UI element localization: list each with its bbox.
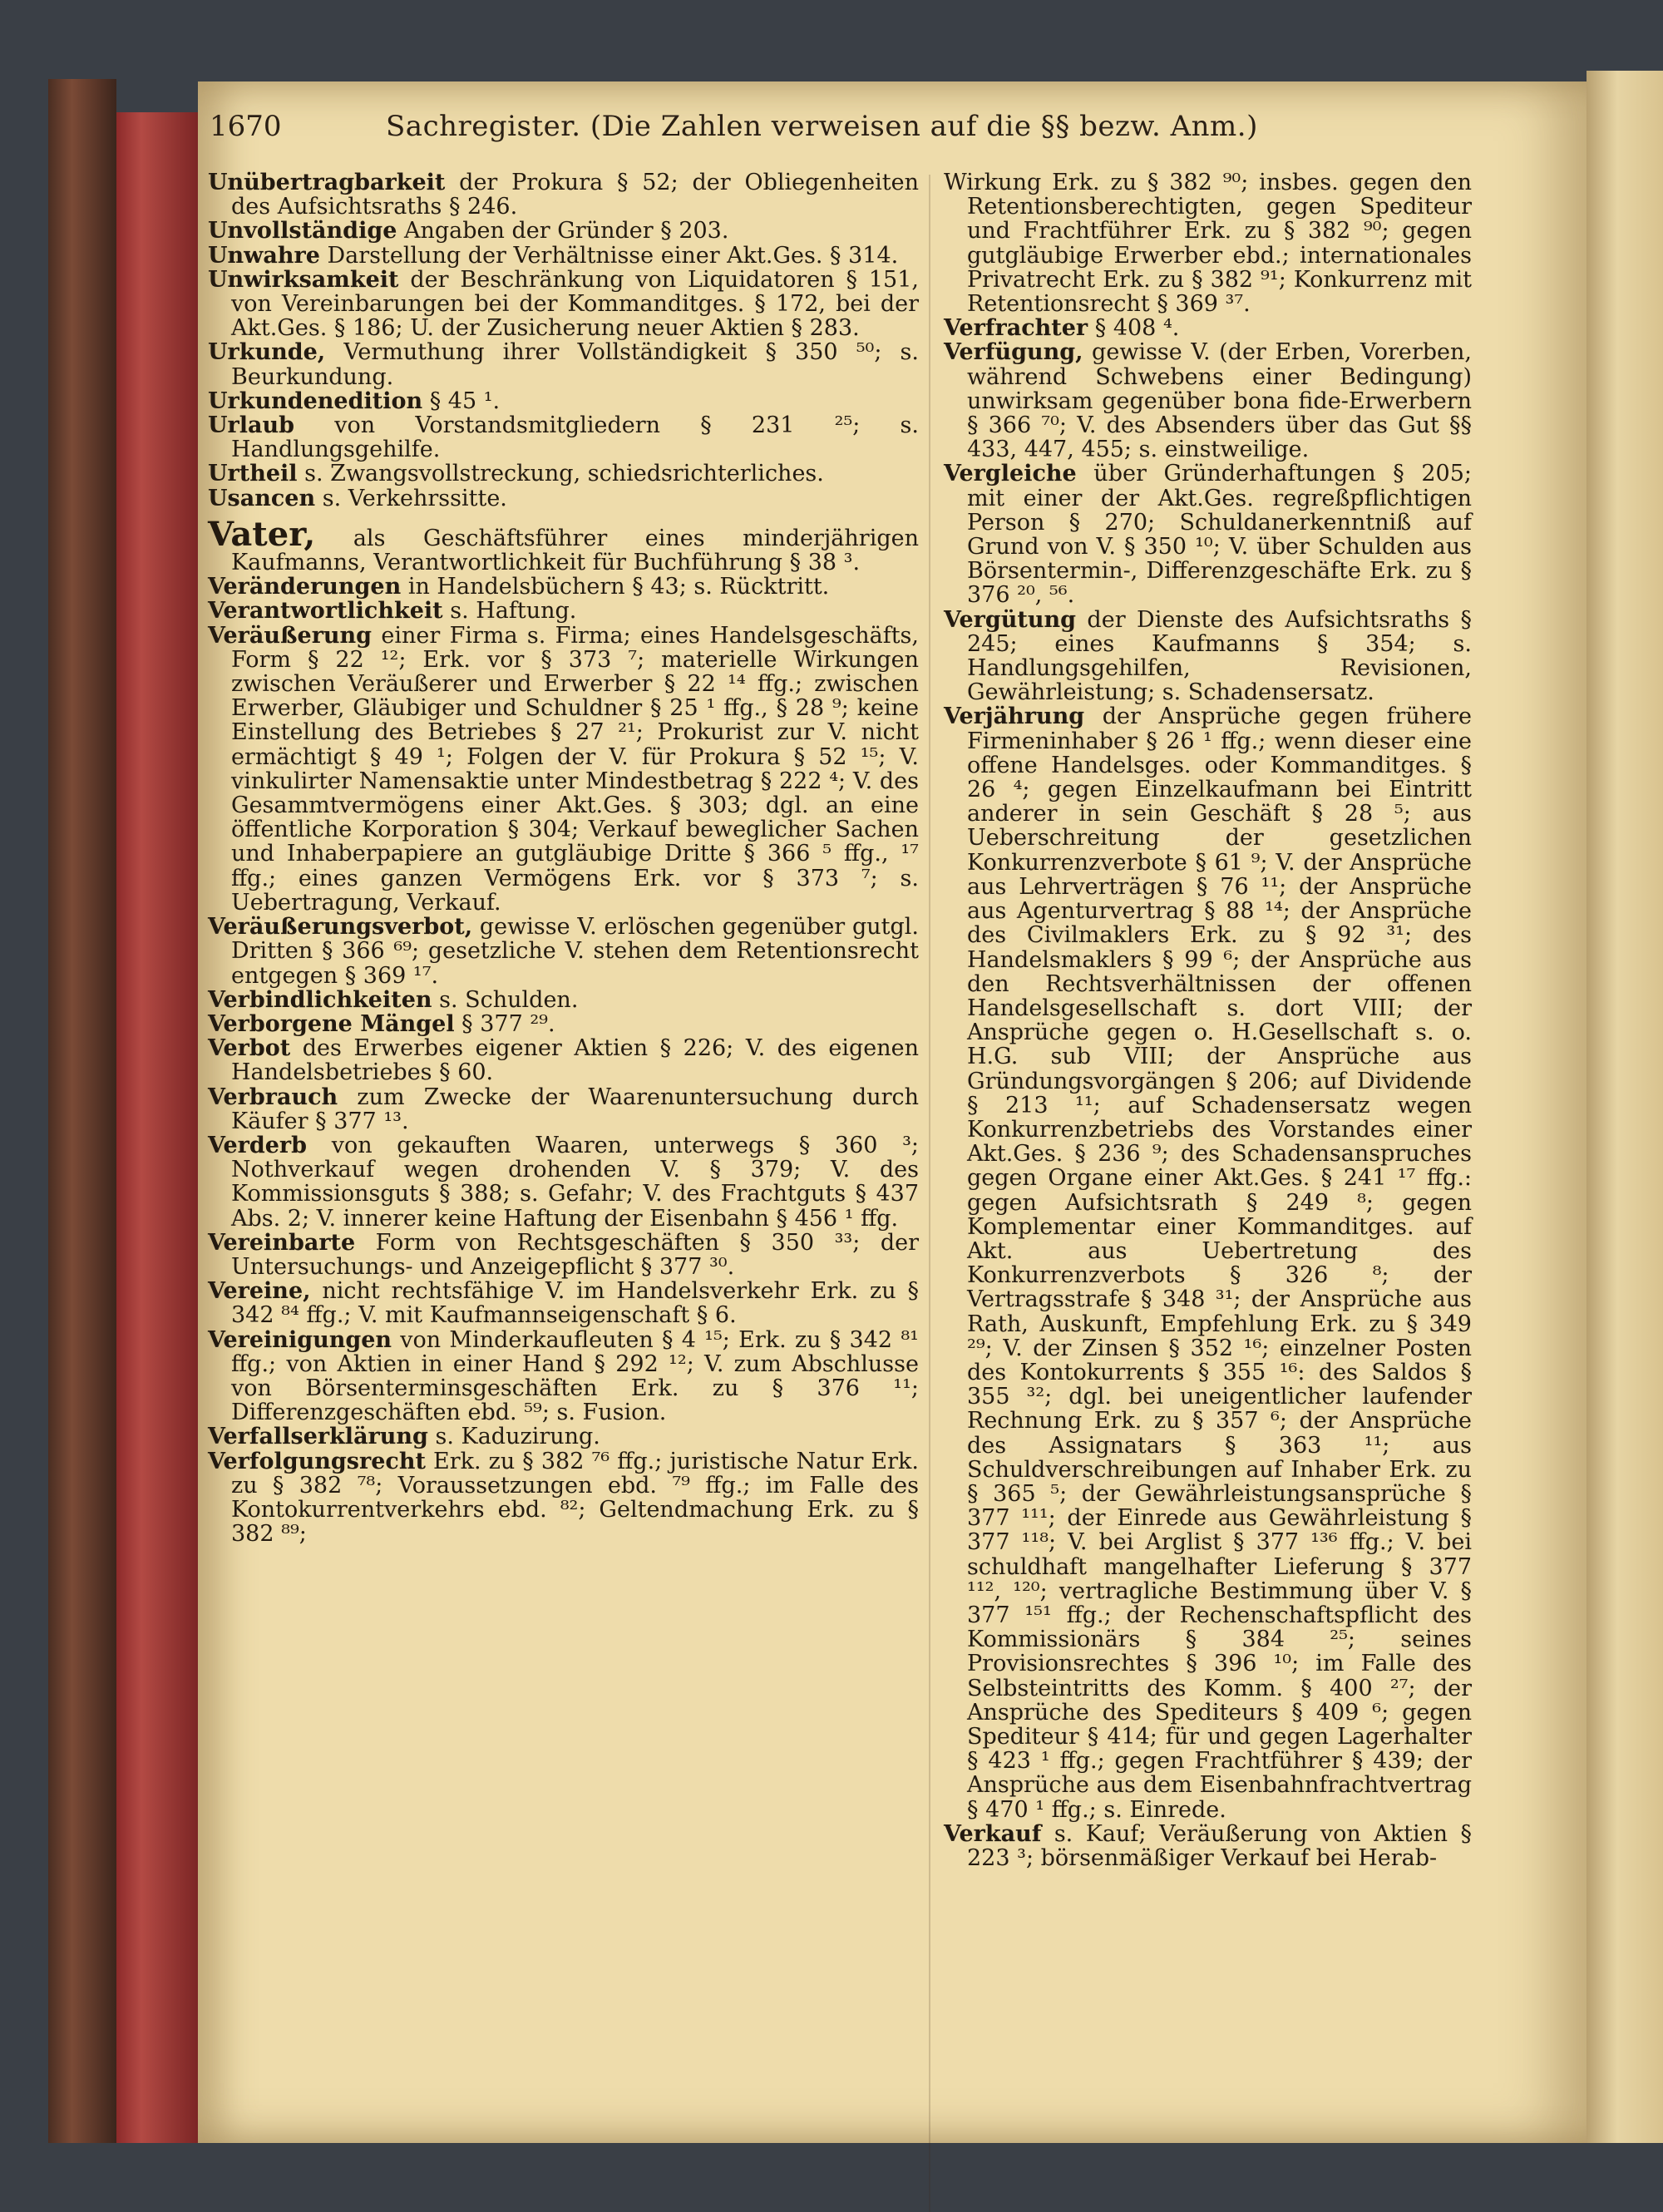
entry-headword: Verfügung, xyxy=(944,339,1083,366)
entry-text: Angaben der Gründer § 203. xyxy=(397,218,729,244)
entry-text: s. Schulden. xyxy=(432,986,579,1013)
index-entry xyxy=(944,462,1472,607)
book-binding xyxy=(48,79,116,2143)
index-entry xyxy=(208,599,919,623)
index-entry xyxy=(208,170,919,219)
entry-headword: Urtheil xyxy=(208,461,298,487)
entry-text: zum Zwecke der Waarenuntersuchung durch Käufer § 377 ¹³. xyxy=(231,1084,919,1134)
entry-headword: Veränderungen xyxy=(208,574,402,600)
entry-headword: Verfolgungsrecht xyxy=(208,1448,426,1474)
entry-text: § 377 ²⁹. xyxy=(454,1010,555,1037)
page-number: 1670 xyxy=(210,110,282,143)
entry-headword: Vergütung xyxy=(944,606,1076,633)
running-title: Sachregister. (Die Zahlen verweisen auf die §§ bezw. Anm.) xyxy=(386,110,1258,143)
index-entry xyxy=(208,1449,919,1547)
index-entry xyxy=(944,1822,1472,1870)
entry-text: der Beschränkung von Liquidatoren § 151, von Vereinbarungen bei der Kommanditges. § 172, bei der Akt.Ges. § 186; U. der Zusicherung neuer Aktien § 283. xyxy=(231,266,919,342)
entry-headword: Vater, xyxy=(208,514,316,554)
index-entry xyxy=(208,486,919,511)
column-divider xyxy=(929,175,930,2212)
index-entry xyxy=(208,244,919,268)
entry-text: von Vorstandsmitgliedern § 231 ²⁵; s. Handlungsgehilfe. xyxy=(231,412,919,463)
entry-headword: Verbrauch xyxy=(208,1084,338,1110)
index-entry xyxy=(944,340,1472,462)
entry-text: der Dienste des Aufsichtsraths § 245; eines Kaufmanns § 354; s. Handlungsgehilfen, Revisionen, Gewährleistung; s. Schadensersatz. xyxy=(967,606,1472,706)
index-entry xyxy=(208,1133,919,1231)
entry-text: s. Zwangsvollstreckung, schiedsrichterliches. xyxy=(297,461,824,487)
entry-text: von Minderkaufleuten § 4 ¹⁵; Erk. zu § 342 ⁸¹ ffg.; von Aktien in einer Hand § 292 ¹²; V. zum Abschlusse von Börsenterminsgeschäften Erk. zu § 376 ¹¹; Differenzgeschäften ebd. ⁵⁹; s. Fusion. xyxy=(231,1326,919,1426)
index-entry xyxy=(944,704,1472,1821)
entry-headword: Unwirksamkeit xyxy=(208,266,399,293)
index-entry xyxy=(208,340,919,388)
index-entry xyxy=(208,1279,919,1327)
entry-text: von gekauften Waaren, unterwegs § 360 ³; Nothverkauf wegen drohenden V. § 379; V. des Kommissionsguts § 388; s. Gefahr; V. des Frachtguts § 437 Abs. 2; V. innerer keine Haftung der Eisenbahn § 456 ¹ ffg. xyxy=(231,1132,919,1232)
entry-text: des Erwerbes eigener Aktien § 226; V. des eigenen Handelsbetriebes § 60. xyxy=(231,1035,919,1086)
entry-text: s. Haftung. xyxy=(442,598,577,625)
entry-headword: Verjährung xyxy=(944,704,1085,730)
entry-headword: Unwahre xyxy=(208,242,320,269)
index-entry xyxy=(208,1328,919,1425)
index-entry xyxy=(944,170,1472,316)
index-entry xyxy=(208,514,919,576)
index-entry xyxy=(208,1036,919,1084)
index-entry xyxy=(208,1231,919,1279)
entry-headword: Verantwortlichkeit xyxy=(208,598,443,625)
entry-headword: Urlaub xyxy=(208,412,295,439)
entry-text: s. Kauf; Veräußerung von Aktien § 223 ³; börsenmäßiger Verkauf bei Herab- xyxy=(967,1820,1472,1872)
right-column xyxy=(944,170,1472,1870)
entry-headword: Veräußerung xyxy=(208,622,373,649)
page-edge-red xyxy=(116,112,200,2143)
entry-text: Vermuthung ihrer Vollständigkeit § 350 ⁵⁰; s. Beurkundung. xyxy=(231,339,919,390)
entry-text: über Gründerhaftungen § 205; mit einer der Akt.Ges. regreßpflichtigen Person § 270; Schuldanerkenntniß auf Grund von V. § 350 ¹⁰; V. über Schulden aus Börsentermin-, Differenzgeschäfte Erk. zu § 376 ²⁰, ⁵⁶. xyxy=(967,461,1472,609)
entry-headword: Vereinigungen xyxy=(208,1326,392,1353)
index-entry xyxy=(208,624,919,915)
entry-headword: Unvollständige xyxy=(208,218,397,244)
entry-headword: Unübertragbarkeit xyxy=(208,170,446,195)
index-entry xyxy=(944,316,1472,340)
index-entry xyxy=(208,219,919,243)
left-column xyxy=(208,170,919,1546)
entry-headword: Urkundenedition xyxy=(208,388,423,414)
entry-text: einer Firma s. Firma; eines Handelsgeschäfts, Form § 22 ¹²; Erk. vor § 373 ⁷; materielle Wirkungen zwischen Veräußerer und Erwerber § 22 ¹⁴ ffg.; zwischen Erwerber, Gläubiger und Schuldner § 25 ¹ ffg., § 28 ⁹; keine Einstellung des Betriebes § 27 ²¹; Prokurist zur V. nicht ermächtigt § 49 ¹; Folgen der V. für Prokura § 52 ¹⁵; V. vinkulirter Namensaktie unter Mindestbetrag § 222 ⁴; V. des Gesammtvermögens einer Akt.Ges. § 303; dgl. an eine öffentliche Korporation § 304; Verkauf beweglicher Sachen und Inhaberpapiere an gutgläubige Dritte § 366 ⁵ ffg., ¹⁷ ffg.; eines ganzen Vermögens Erk. vor § 373 ⁷; s. Uebertragung, Verkauf. xyxy=(231,622,919,916)
index-entry xyxy=(208,988,919,1012)
index-entry xyxy=(208,268,919,341)
entry-text: als Geschäftsführer eines minderjährigen Kaufmanns, Verantwortlichkeit für Buchführung § 38 ³. xyxy=(231,525,919,576)
entry-headword: Verbot xyxy=(208,1035,291,1062)
entry-headword: Usancen xyxy=(208,485,316,511)
entry-text: s. Verkehrssitte. xyxy=(315,485,507,511)
entry-text: gewisse V. erlöschen gegenüber gutgl. Dritten § 366 ⁶⁹; gesetzliche V. stehen dem Retentionsrecht entgegen § 369 ¹⁷. xyxy=(231,914,919,989)
page-header xyxy=(210,110,1274,151)
index-entry xyxy=(208,1085,919,1133)
index-entry xyxy=(208,1424,919,1449)
entry-text: nicht rechtsfähige V. im Handelsverkehr Erk. zu § 342 ⁸⁴ ffg.; V. mit Kaufmannseigenschaft § 6. xyxy=(231,1278,919,1329)
entry-headword: Verbindlichkeiten xyxy=(208,986,432,1013)
entry-text: der Prokura § 52; der Obliegenheiten des Aufsichtsraths § 246. xyxy=(231,170,919,220)
entry-text: § 45 ¹. xyxy=(422,388,501,414)
entry-headword: Verkauf xyxy=(944,1820,1042,1847)
index-entry xyxy=(944,608,1472,705)
entry-text: Erk. zu § 382 ⁷⁶ ffg.; juristische Natur Erk. zu § 382 ⁷⁸; Voraussetzungen ebd. ⁷⁹ ffg.; im Falle des Kontokurrentverkehrs ebd. ⁸²; Geltendmachung Erk. zu § 382 ⁸⁹; xyxy=(231,1448,919,1548)
entry-headword: Urkunde, xyxy=(208,339,326,366)
entry-text: Wirkung Erk. zu § 382 ⁹⁰; insbes. gegen den Retentionsberechtigten, gegen Spediteur und Frachtführer Erk. zu § 382 ⁹⁰; gegen gutgläubige Erwerber ebd.; internationales Privatrecht Erk. zu § 382 ⁹¹; Konkurrenz mit Retentionsrecht § 369 ³⁷. xyxy=(944,170,1472,318)
index-entry xyxy=(208,915,919,988)
entry-headword: Verfrachter xyxy=(944,315,1088,342)
entry-headword: Verborgene Mängel xyxy=(208,1010,455,1037)
index-entry xyxy=(208,575,919,599)
entry-text: in Handelsbüchern § 43; s. Rücktritt. xyxy=(401,574,830,600)
entry-text: der Ansprüche gegen frühere Firmeninhaber § 26 ¹ ffg.; wenn dieser eine offene Handelsges. oder Kommanditges. § 26 ⁴; gegen Einzelkaufmann bei Eintritt anderer in sein Geschäft § 28 ⁵; aus Ueberschreitung der gesetzlichen Konkurrenzverbote § 61 ⁹; V. der Ansprüche aus Lehrverträgen § 76 ¹¹; der Ansprüche aus Agenturvertrag § 88 ¹⁴; der Ansprüche des Civilmaklers Erk. zu § 92 ³¹; des Handelsmaklers § 99 ⁶; der Ansprüche aus den Rechtsverhältnissen der offenen Handelsgesellschaft s. dort VIII; der Ansprüche gegen o. H.Gesellschaft s. o. H.G. sub VIII; der Ansprüche aus Gründungsvorgängen § 206; auf Dividende § 213 ¹¹; auf Schadensersatz wegen Konkurrenzbetriebs des Vorstandes einer Akt.Ges. § 236 ⁹; des Schadensanspruches gegen Organe einer Akt.Ges. § 241 ¹⁷ ffg.: gegen Aufsichtsrath § 249 ⁸; gegen Komplementar einer Kommanditges. auf Akt. aus Uebertretung des Konkurrenzverbots § 326 ⁸; der Vertragsstrafe § 348 ³¹; der Ansprüche aus Rath, Auskunft, Empfehlung Erk. zu § 349 ²⁹; V. der Zinsen § 352 ¹⁶; einzelner Posten des Kontokurrents § 355 ¹⁶: des Saldos § 355 ³²; dgl. bei uneigentlicher laufender Rechnung Erk. zu § 357 ⁶; der Ansprüche des Assignatars § 363 ¹¹; aus Schuldverschreibungen auf Inhaber Erk. zu § 365 ⁵; der Gewährleistungsansprüche § 377 ¹¹¹; der Einrede aus Gewährleistung § 377 ¹¹⁸; V. bei Arglist § 377 ¹³⁶ ffg.; V. bei schuldhaft mangelhafter Lieferung § 377 ¹¹², ¹²⁰; vertragliche Bestimmung über V. § 377 ¹⁵¹ ffg.; der Rechenschaftspflicht des Kommissionärs § 384 ²⁵; seines Provisionsrechtes § 396 ¹⁰; im Falle des Selbsteintritts des Komm. § 400 ²⁷; der Ansprüche des Spediteurs § 409 ⁶; gegen Spediteur § 414; für und gegen Lagerhalter § 423 ¹ ffg.; gegen Frachtführer § 439; der Ansprüche aus dem Eisenbahnfrachtvertrag § 470 ¹ ffg.; s. Einrede. xyxy=(967,704,1472,1823)
entry-headword: Vergleiche xyxy=(944,461,1077,487)
entry-text: Darstellung der Verhältnisse einer Akt.Ges. § 314. xyxy=(319,242,899,269)
entry-headword: Vereinbarte xyxy=(208,1229,356,1256)
entry-headword: Veräußerungsverbot, xyxy=(208,914,473,941)
entry-text: § 408 ⁴. xyxy=(1088,315,1180,342)
index-entry xyxy=(208,462,919,486)
entry-text: Form von Rechtsgeschäften § 350 ³³; der Untersuchungs- und Anzeigepflicht § 377 ³⁰. xyxy=(231,1229,919,1280)
entry-headword: Verfallserklärung xyxy=(208,1424,428,1450)
index-entry xyxy=(208,1012,919,1036)
facing-page-edge xyxy=(1587,71,1663,2143)
entry-headword: Verderb xyxy=(208,1132,308,1158)
index-entry xyxy=(208,389,919,413)
entry-text: s. Kaduzirung. xyxy=(427,1424,600,1450)
index-entry xyxy=(208,413,919,462)
entry-headword: Vereine, xyxy=(208,1278,311,1305)
entry-text: gewisse V. (der Erben, Vorerben, während Schwebens einer Bedingung) unwirksam gegenüber bona fide-Erwerbern § 366 ⁷⁰; V. des Absenders über das Gut §§ 433, 447, 455; s. einstweilige. xyxy=(967,339,1472,463)
